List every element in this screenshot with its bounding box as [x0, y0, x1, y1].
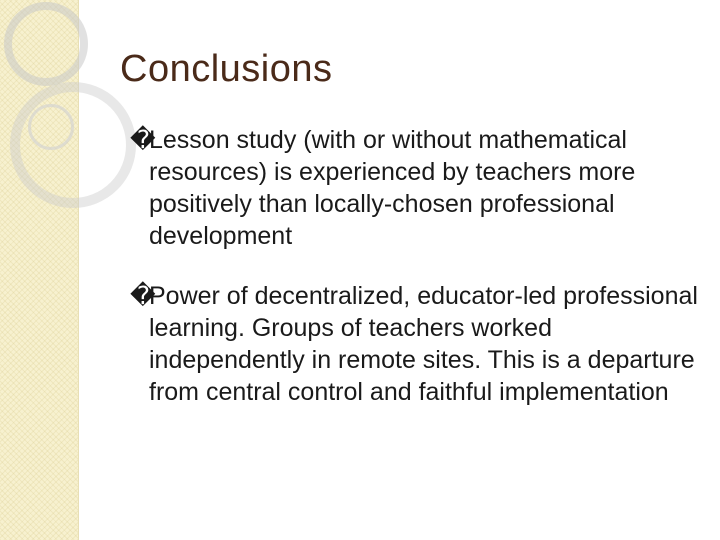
- bullet-text: Lesson study (with or without mathematical resources) is experienced by teachers more positively than locally-chosen professional development: [149, 126, 636, 250]
- decorative-ring-small: [28, 104, 74, 150]
- decorative-ring-top: [4, 2, 88, 86]
- decorative-ring-middle: [10, 82, 136, 208]
- slide-title: Conclusions: [120, 48, 333, 90]
- bullet-item: [130, 280, 710, 408]
- bullet-marker-icon: �: [130, 282, 156, 310]
- side-strip-edge: [78, 0, 79, 540]
- bullet-item: [130, 124, 710, 252]
- bullet-marker-icon: �: [130, 126, 156, 154]
- bullet-text: Power of decentralized, educator-led professional learning. Groups of teachers worked independently in remote sites. This is a departure from central control and faithful implementation: [149, 282, 698, 406]
- bullet-list: [130, 124, 710, 436]
